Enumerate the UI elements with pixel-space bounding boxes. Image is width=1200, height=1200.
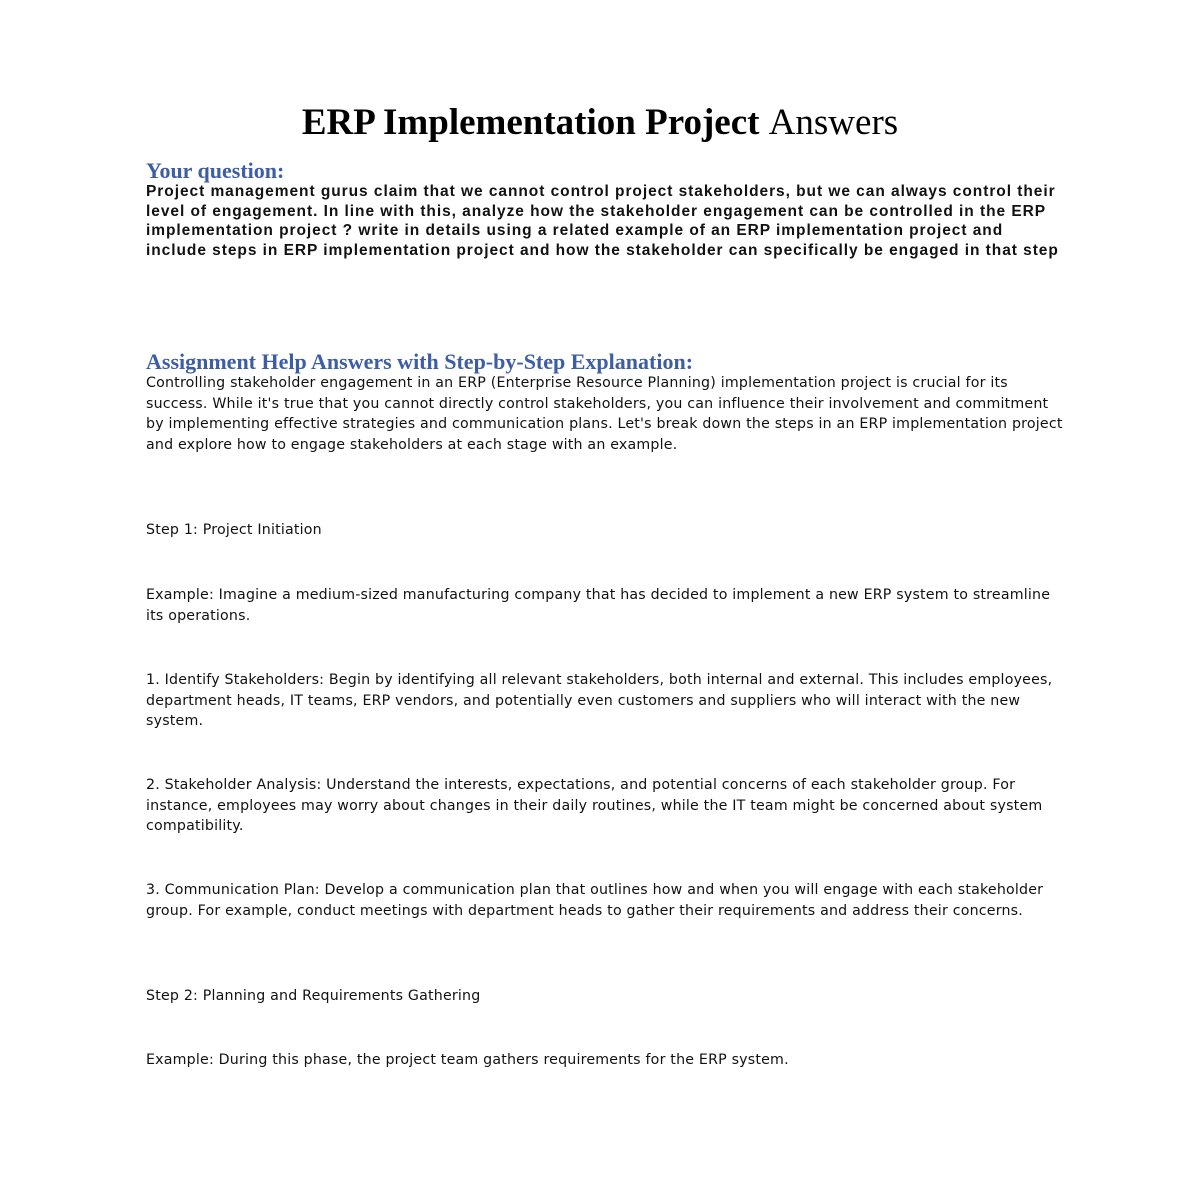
identify-stakeholders-paragraph: 1. Identify Stakeholders: Begin by identifying all relevant stakeholders, both internal and external. This includes employees, department heads, IT teams, ERP vendors, and potentially even customers and suppliers who will interact with the new system.	[146, 672, 1053, 730]
answer-intro-paragraph: Controlling stakeholder engagement in an ERP (Enterprise Resource Planning) implementation project is crucial for its success. While it's true that you cannot directly control stakeholders, you can influence their involvement and commitment by implementing effective strategies and communication plans. Let's break down the steps in an ERP implementation project and explore how to engage stakeholders at each stage with an example.	[146, 375, 1063, 453]
step-1-example: Example: Imagine a medium-sized manufacturing company that has decided to implement a new ERP system to streamline its operations.	[146, 587, 1051, 624]
question-heading: Your question:	[146, 158, 285, 183]
communication-plan-paragraph: 3. Communication Plan: Develop a communication plan that outlines how and when you will engage with each stakeholder group. For example, conduct meetings with department heads to gather their requirements and address their concerns.	[146, 882, 1044, 919]
page-title	[0, 100, 1200, 146]
question-text: Project management gurus claim that we cannot control project stakeholders, but we can always control their level of engagement. In line with this, analyze how the stakeholder engagement can be controlled in the ERP implementation project ? write in details using a related example of an ERP implementation project and include steps in ERP implementation project and how the stakeholder can specifically be engaged in that step	[146, 183, 1059, 259]
step-2-example: Example: During this phase, the project team gathers requirements for the ERP system.	[146, 1052, 789, 1068]
title-normal-part: Answers	[768, 102, 899, 143]
answer-heading: Assignment Help Answers with Step-by-Step Explanation:	[146, 349, 694, 374]
title-bold-part: ERP Implementation Project	[301, 102, 760, 143]
stakeholder-analysis-paragraph: 2. Stakeholder Analysis: Understand the interests, expectations, and potential concerns of each stakeholder group. For instance, employees may worry about changes in their daily routines, while the IT team might be concerned about system compatibility.	[146, 777, 1043, 835]
step-2-heading: Step 2: Planning and Requirements Gathering	[146, 988, 481, 1004]
step-1-heading: Step 1: Project Initiation	[146, 522, 322, 538]
